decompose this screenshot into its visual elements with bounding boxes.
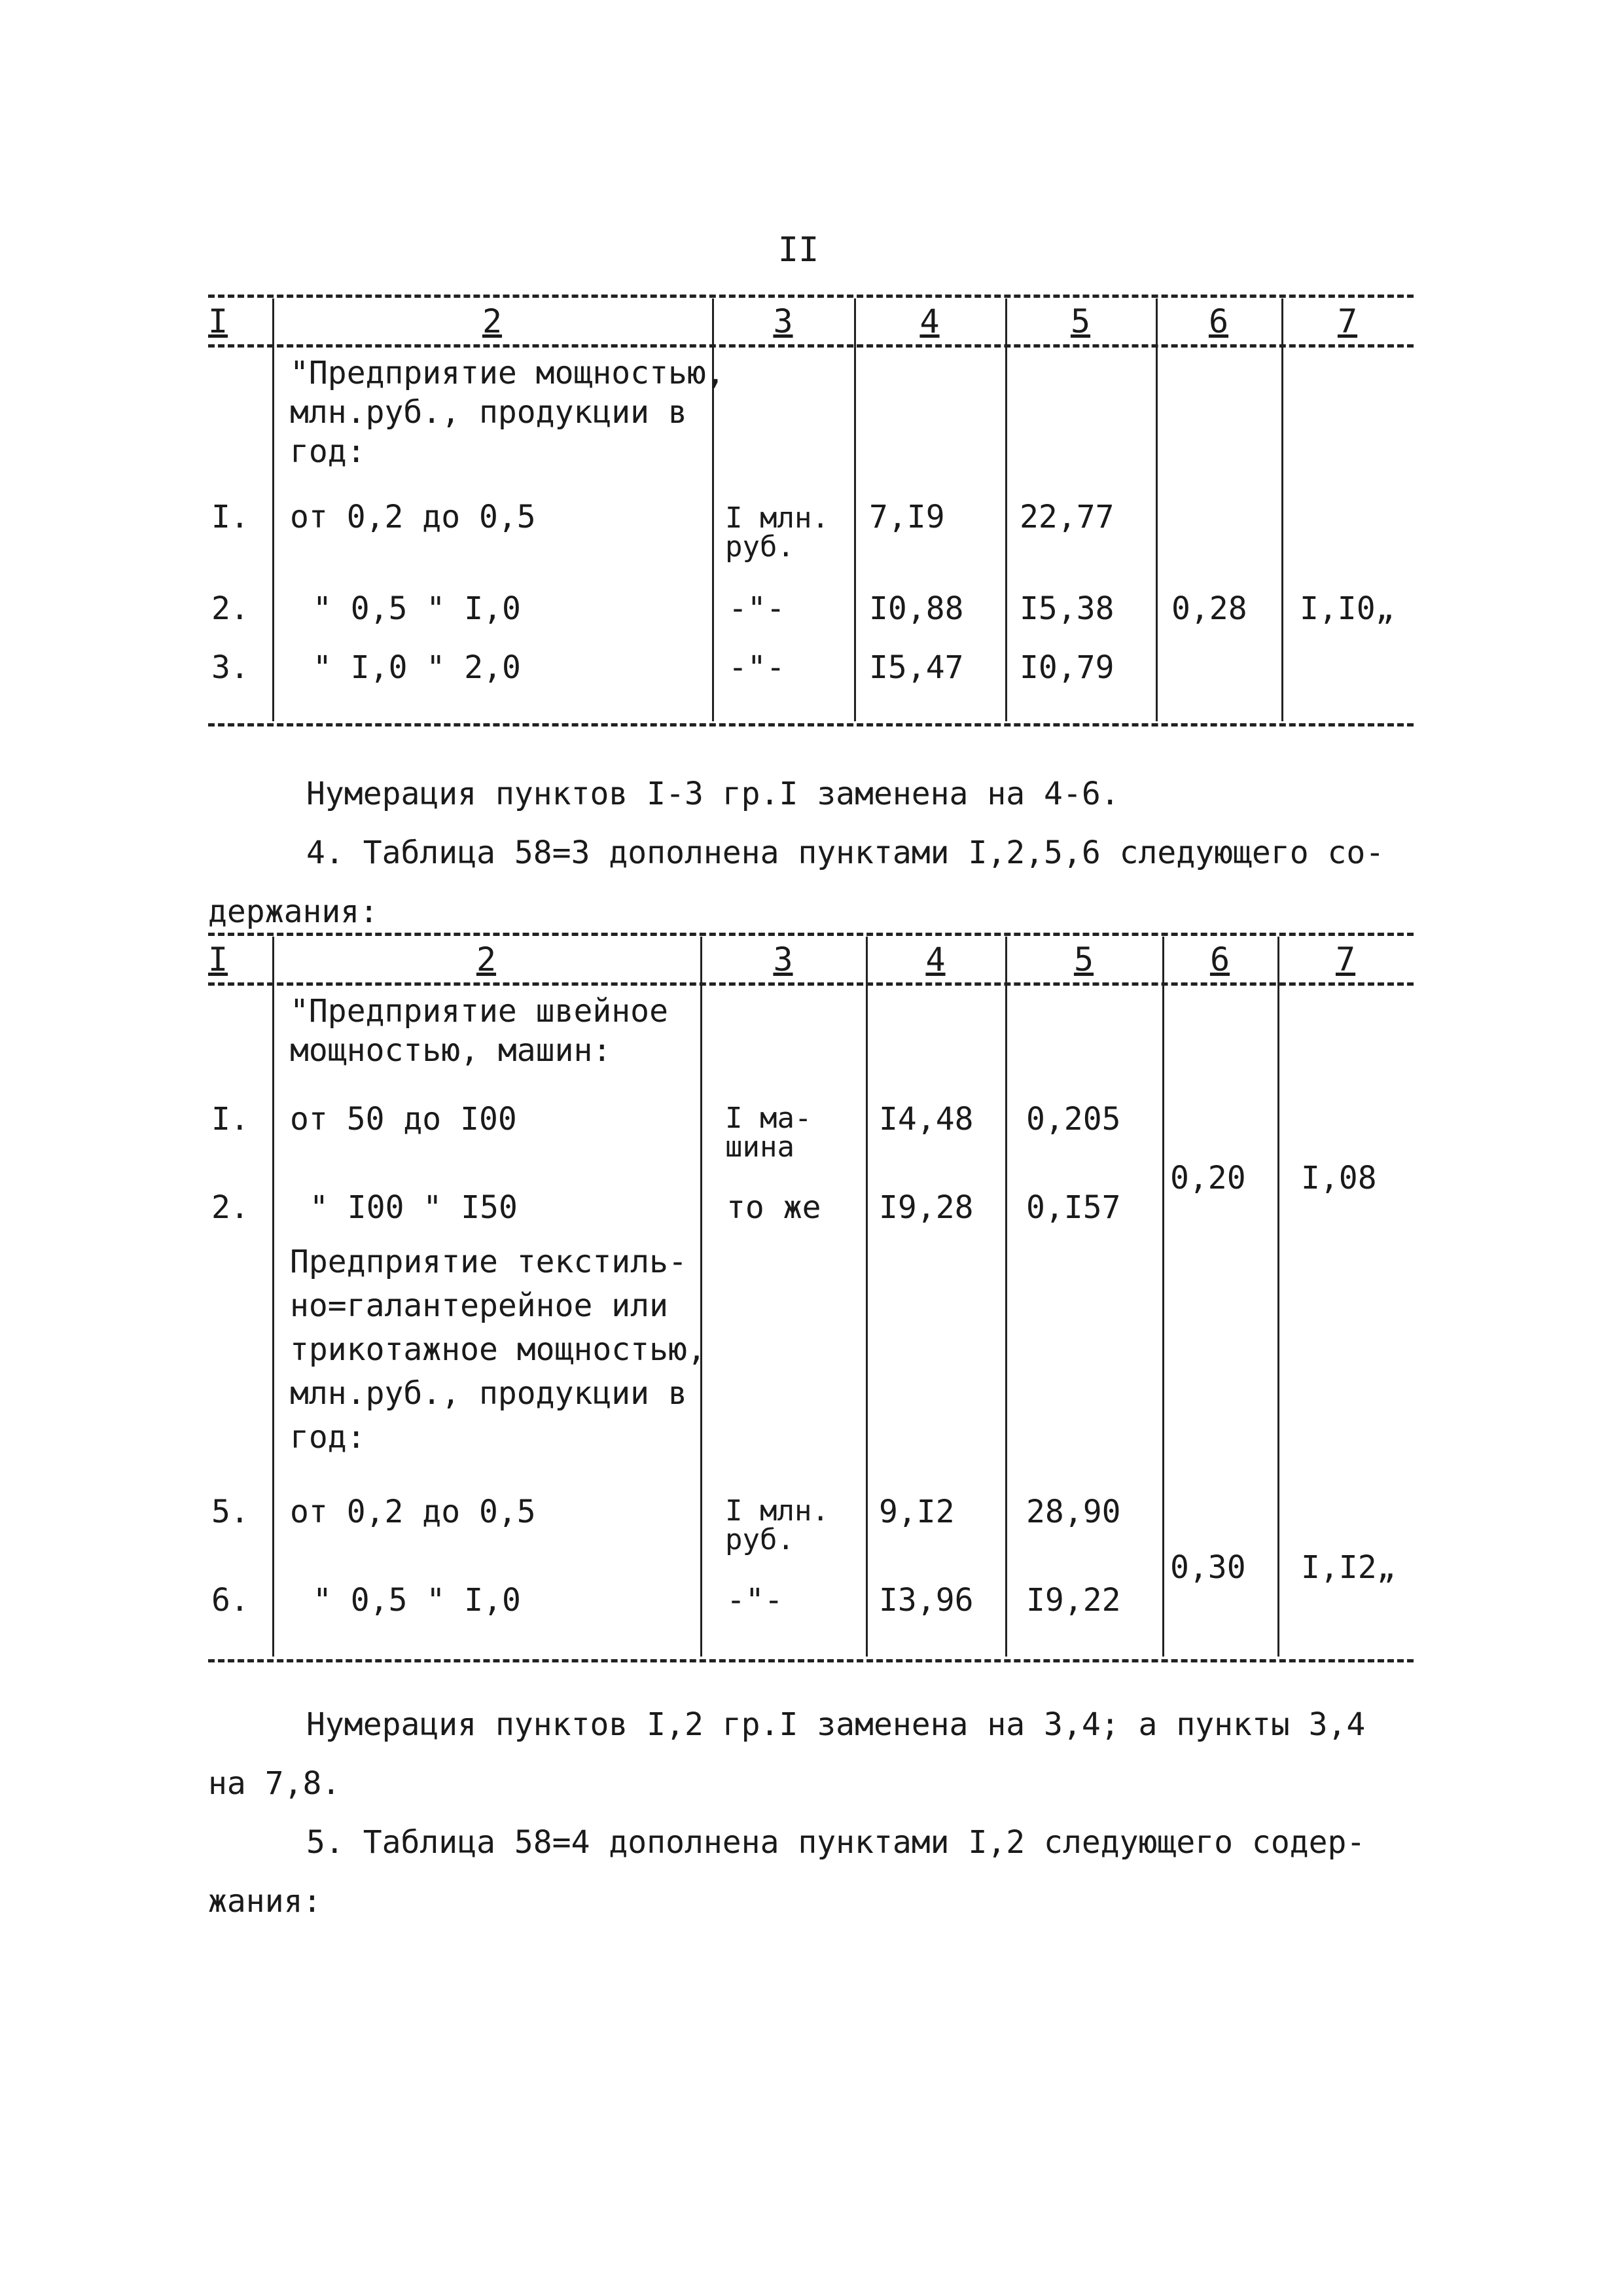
row-number: I. [211, 499, 249, 535]
column-header: 7 [1337, 302, 1358, 340]
page-number: II [777, 230, 819, 270]
column-divider [1277, 937, 1279, 1657]
row-value-5: 0,205 [1026, 1101, 1121, 1138]
merged-value-7: I,I2„ [1301, 1549, 1396, 1586]
row-name: " I,0 " 2,0 [313, 649, 521, 686]
column-header: 2 [476, 941, 497, 978]
column-divider [272, 937, 274, 1657]
table-header-rule [208, 982, 1414, 986]
row-name: " 0,5 " I,0 [313, 1582, 521, 1619]
row-number: 6. [211, 1582, 249, 1619]
row-unit: I млн. руб. [725, 501, 829, 564]
row-value-5: I9,22 [1026, 1582, 1121, 1619]
column-header: 2 [482, 302, 503, 340]
row-unit: -"- [728, 649, 785, 686]
column-divider [1281, 298, 1283, 721]
row-name: " 0,5 " I,0 [313, 590, 521, 627]
column-header: 3 [773, 302, 793, 340]
section-title: Предприятие текстиль- но=галантерейное или трикотажное мощностью, млн.руб., продукции в год: [290, 1244, 706, 1456]
column-divider [1162, 937, 1164, 1657]
row-name: от 50 до I00 [290, 1101, 517, 1138]
column-divider [854, 298, 856, 721]
column-divider [1005, 298, 1007, 721]
row-name: от 0,2 до 0,5 [290, 1494, 536, 1530]
table-top-rule [208, 933, 1414, 936]
column-header: I [208, 302, 228, 340]
row-unit: I ма- шина [725, 1102, 812, 1164]
row-value-4: I0,88 [869, 590, 964, 627]
row-value-4: 7,I9 [869, 499, 945, 535]
row-number: 2. [211, 1189, 249, 1226]
column-divider [1156, 298, 1158, 721]
table-1 [208, 295, 1414, 726]
paragraph [208, 1695, 1386, 1813]
table-bottom-rule [208, 723, 1414, 726]
row-unit: -"- [726, 1582, 783, 1619]
paragraph-text: 5. Таблица 58=4 дополнена пунктами I,2 следующего содер- жания: [208, 1824, 1366, 1920]
row-value-5: 0,I57 [1026, 1189, 1121, 1226]
column-header: 4 [919, 302, 940, 340]
row-number: 2. [211, 590, 249, 627]
paragraph [208, 823, 1386, 941]
column-divider [1005, 937, 1007, 1657]
row-unit: то же [726, 1189, 821, 1226]
column-header: 7 [1335, 941, 1356, 978]
section-title: "Предприятие швейное мощностью, машин: [290, 993, 668, 1069]
merged-value-6: 0,20 [1170, 1160, 1246, 1196]
table-2 [208, 933, 1414, 1662]
row-number: I. [211, 1101, 249, 1138]
merged-value-6: 0,28 [1171, 590, 1247, 627]
table-header-rule [208, 344, 1414, 348]
table-bottom-rule [208, 1659, 1414, 1662]
column-header: 5 [1070, 302, 1091, 340]
row-unit: -"- [728, 590, 785, 627]
row-value-4: I3,96 [879, 1582, 974, 1619]
column-header: 6 [1209, 941, 1230, 978]
row-number: 5. [211, 1494, 249, 1530]
paragraph-text: Нумерация пунктов I,2 гр.I заменена на 3,4; а пункты 3,4 на 7,8. [208, 1706, 1366, 1802]
row-value-5: I5,38 [1020, 590, 1115, 627]
row-value-4: I5,47 [869, 649, 964, 686]
row-unit: I млн. руб. [725, 1494, 829, 1556]
column-divider [866, 937, 868, 1657]
row-number: 3. [211, 649, 249, 686]
column-header: 4 [925, 941, 946, 978]
row-value-5: 28,90 [1026, 1494, 1121, 1530]
row-value-4: 9,I2 [879, 1494, 955, 1530]
section-title: "Предприятие мощностью, млн.руб., продукции в год: [290, 355, 725, 470]
row-name: " I00 " I50 [310, 1189, 518, 1226]
table-top-rule [208, 295, 1414, 298]
column-header: 5 [1073, 941, 1094, 978]
merged-value-7: I,I0„ [1300, 590, 1395, 627]
column-header: 6 [1208, 302, 1229, 340]
row-value-4: I9,28 [879, 1189, 974, 1226]
paragraph: Нумерация пунктов I-3 гр.I заменена на 4-6. [306, 776, 1120, 812]
row-value-5: 22,77 [1020, 499, 1115, 535]
row-value-4: I4,48 [879, 1101, 974, 1138]
row-name: от 0,2 до 0,5 [290, 499, 536, 535]
paragraph [208, 1813, 1386, 1931]
column-header: 3 [773, 941, 793, 978]
column-header: I [208, 941, 228, 978]
merged-value-6: 0,30 [1170, 1549, 1246, 1586]
column-divider [272, 298, 274, 721]
paragraph-text: 4. Таблица 58=3 дополнена пунктами I,2,5,6 следующего со- держания: [208, 834, 1385, 930]
row-value-5: I0,79 [1020, 649, 1115, 686]
merged-value-7: I,08 [1301, 1160, 1377, 1196]
